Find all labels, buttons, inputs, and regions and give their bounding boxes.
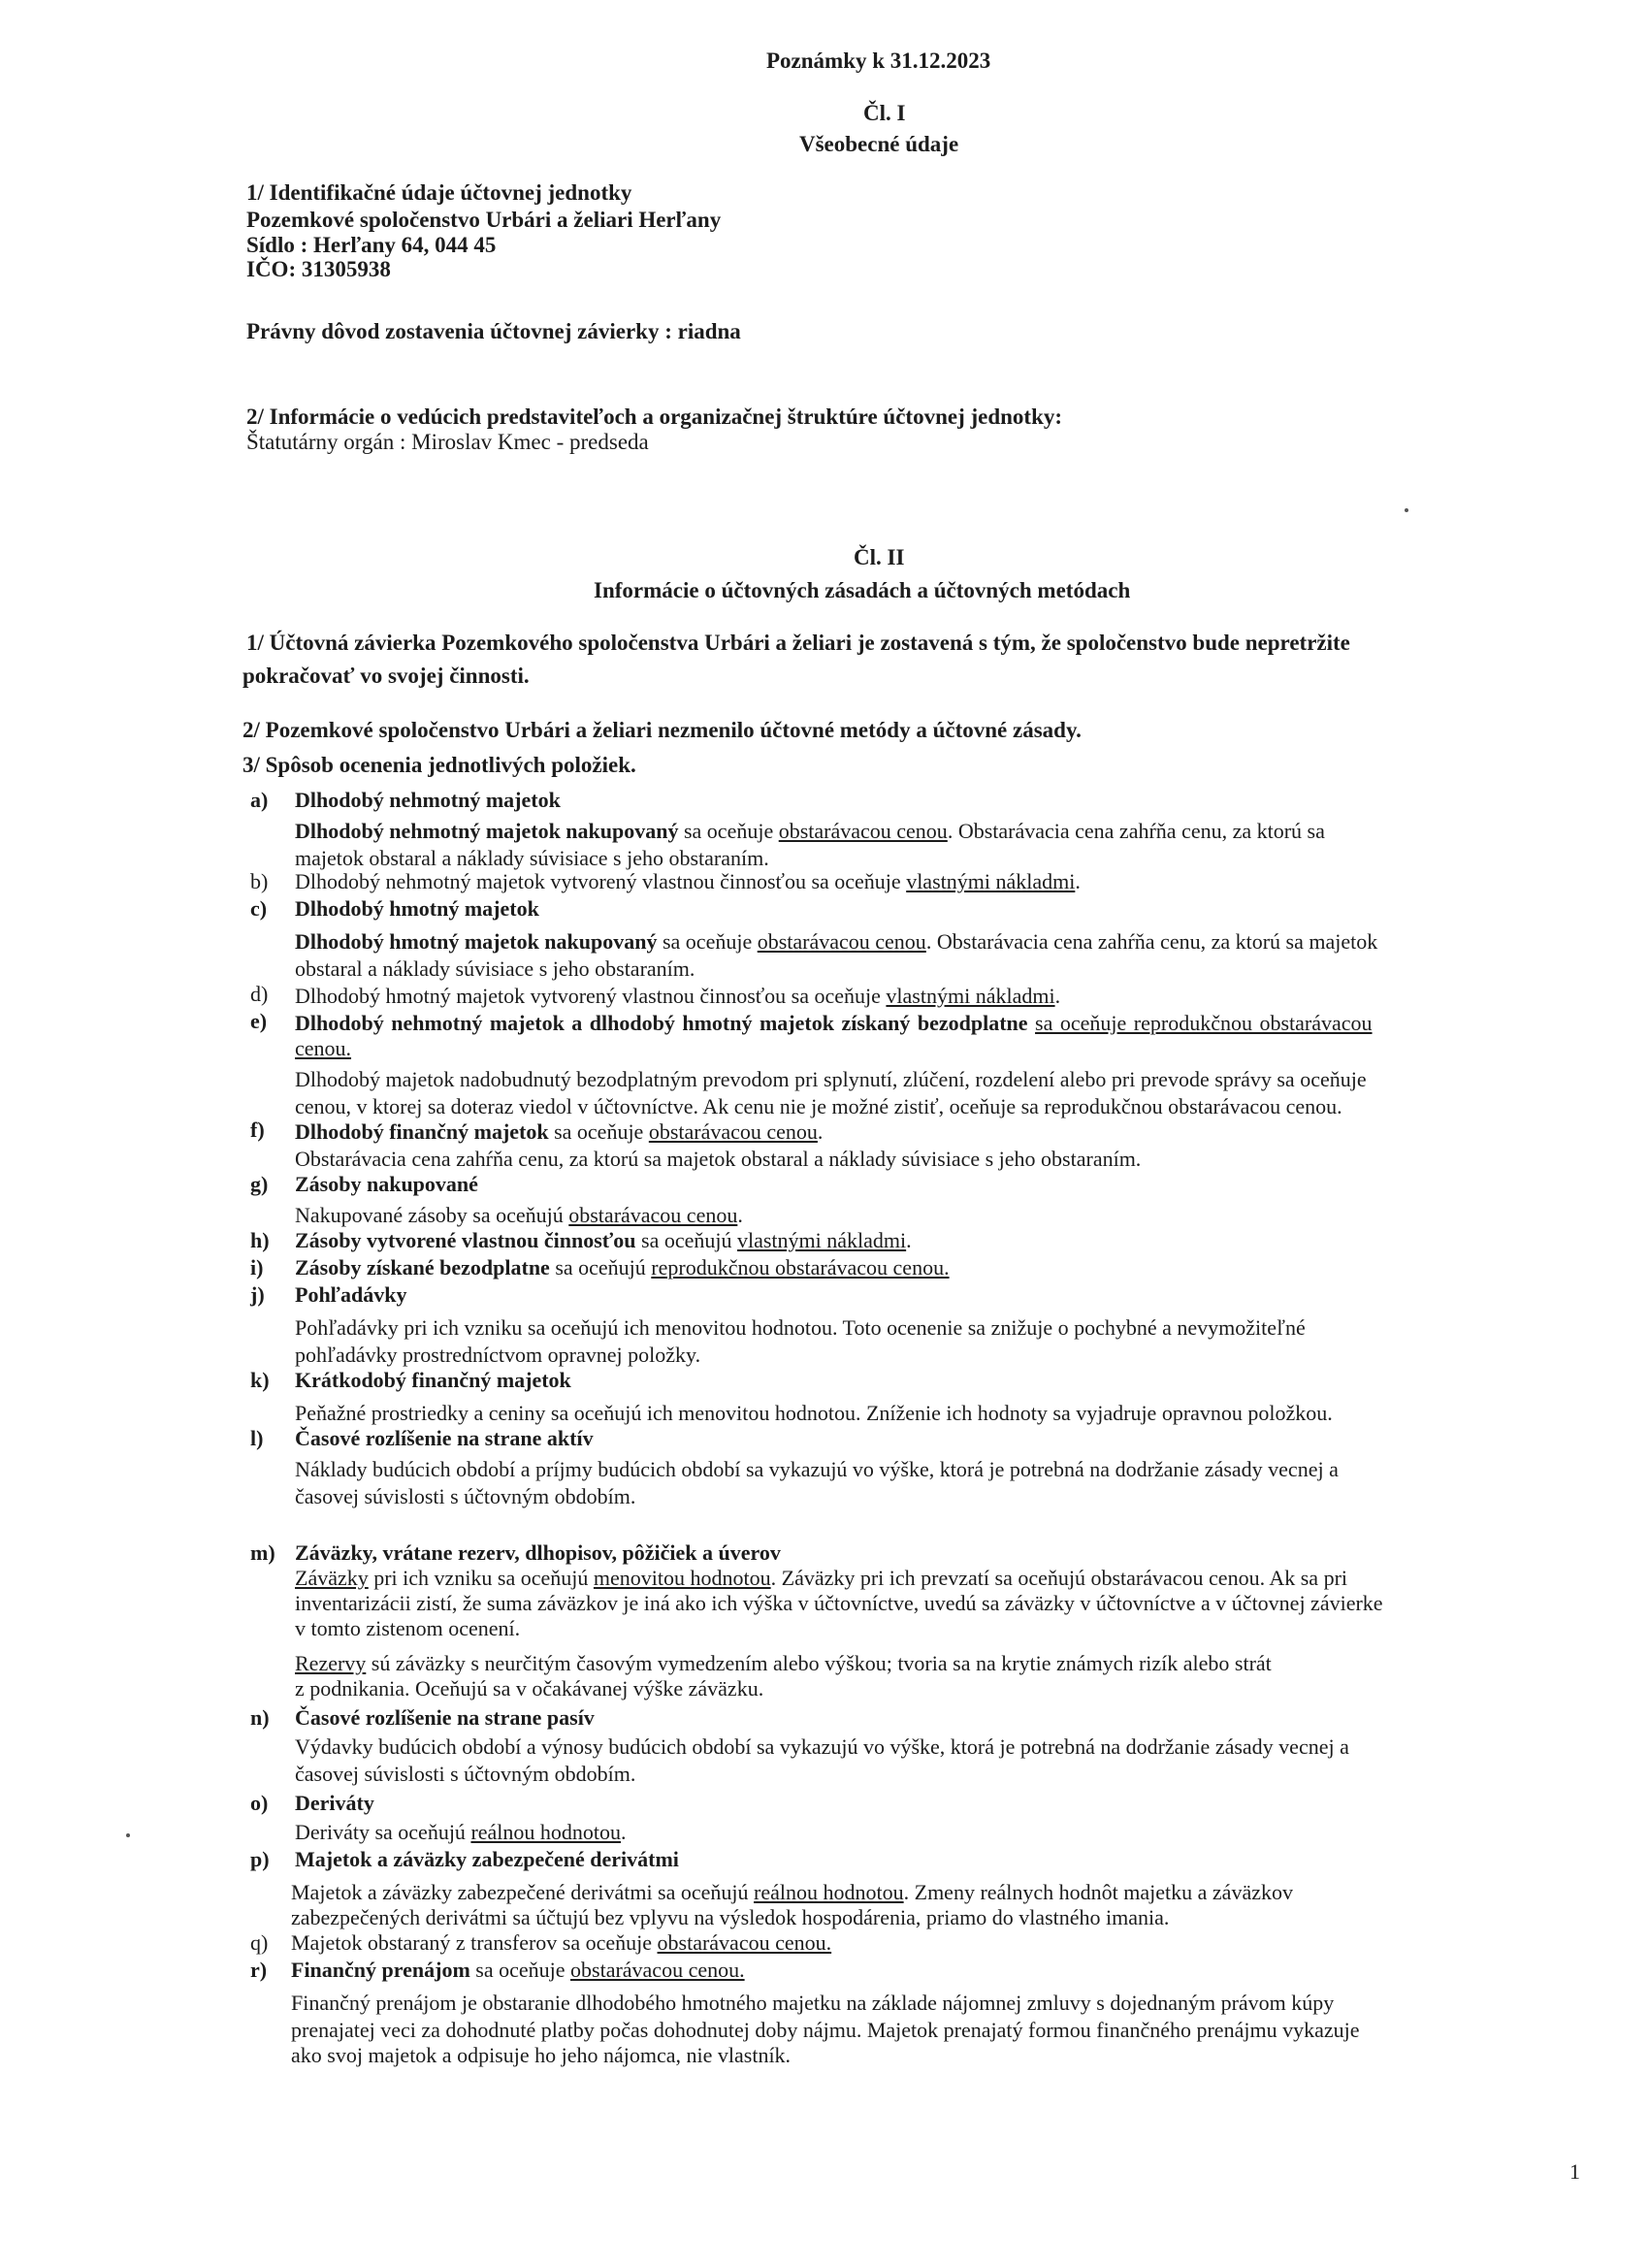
paragraph-1-line2: pokračovať vo svojej činnosti.: [242, 664, 530, 688]
item-r-text: sa oceňuje: [469, 1958, 571, 1982]
item-h-label: h): [250, 1228, 270, 1252]
item-a-label: a): [250, 788, 269, 812]
item-a-title: Dlhodobý nehmotný majetok: [295, 788, 561, 812]
item-o-label: o): [250, 1791, 269, 1815]
item-c-line1: [295, 929, 1377, 955]
item-i-underline: reprodukčnou obstarávacou cenou.: [651, 1255, 950, 1280]
item-e-bold: Dlhodobý nehmotný majetok a dlhodobý hmotný majetok získaný bezodplatne: [295, 1011, 1028, 1035]
item-r-underline: obstarávacou cenou.: [570, 1958, 745, 1982]
item-a-bold: Dlhodobý nehmotný majetok nakupovaný: [295, 819, 679, 843]
item-c-label: c): [250, 896, 268, 921]
item-r-line3: ako svoj majetok a odpisuje ho jeho nájomca, nie vlastník.: [291, 2043, 792, 2067]
item-o-title: Deriváty: [295, 1791, 374, 1815]
item-p-text2: . Zmeny reálnych hodnôt majetku a záväzkov: [903, 1880, 1293, 1904]
item-k-line1: Peňažné prostriedky a ceniny sa oceňujú ich menovitou hodnotou. Zníženie ich hodnoty sa vyjadruje opravnou položkou.: [295, 1401, 1333, 1425]
item-d-underline: vlastnými nákladmi: [886, 984, 1055, 1008]
item-l-line2: časovej súvislosti s účtovným obdobím.: [295, 1484, 636, 1508]
item-n-title: Časové rozlíšenie na strane pasív: [295, 1705, 595, 1730]
item-g-label: g): [250, 1172, 269, 1196]
item-f-underline: obstarávacou cenou: [648, 1119, 818, 1144]
item-c-line2: obstaral a náklady súvisiace s jeho obstaraním.: [295, 956, 695, 981]
item-j-line1: Pohľadávky pri ich vzniku sa oceňujú ich menovitou hodnotou. Toto ocenenie sa znižuje o pochybné a nevymožiteľné: [295, 1315, 1306, 1340]
item-n-line2: časovej súvislosti s účtovným obdobím.: [295, 1762, 636, 1786]
paragraph-2: 2/ Pozemkové spoločenstvo Urbári a želiari nezmenilo účtovné metódy a účtovné zásady.: [242, 718, 1082, 742]
item-b-underline: vlastnými nákladmi: [906, 869, 1076, 893]
item-b-text: Dlhodobý nehmotný majetok vytvorený vlastnou činnosťou sa oceňuje: [295, 869, 907, 893]
item-m-text3: sú záväzky s neurčitým časovým vymedzením alebo výškou; tvoria sa na krytie známych rizík alebo strát: [366, 1651, 1272, 1675]
item-n-line1: Výdavky budúcich období a výnosy budúcich období sa vykazujú vo výške, ktorá je potrebná na dodržanie zásady vecnej a: [295, 1734, 1349, 1759]
item-k-label: k): [250, 1368, 270, 1392]
item-r-line: [291, 1958, 745, 1983]
item-m-line3: v tomto zistenom ocenení.: [295, 1616, 521, 1640]
item-p-label: p): [250, 1847, 270, 1871]
entity-name: Pozemkové spoločenstvo Urbári a želiari Herľany: [246, 208, 722, 232]
section-1-heading: 1/ Identifikačné údaje účtovnej jednotky: [246, 180, 632, 205]
statutory-body: Štatutárny orgán : Miroslav Kmec - predseda: [246, 430, 649, 454]
item-e-para1: Dlhodobý majetok nadobudnutý bezodplatným prevodom pri splynutí, zlúčení, rozdelení alebo pri prevode správy sa oceňuje: [295, 1067, 1367, 1091]
item-a-text2: . Obstarávacia cena zahŕňa cenu, za ktorú sa: [947, 819, 1325, 843]
item-e-line1: [295, 1011, 1373, 1036]
item-p-underline: reálnou hodnotou: [754, 1880, 904, 1904]
item-h-underline: vlastnými nákladmi: [736, 1228, 907, 1252]
entity-seat: Sídlo : Herľany 64, 044 45: [246, 233, 497, 257]
item-m-text1: pri ich vzniku sa oceňujú: [368, 1566, 594, 1590]
item-d-label: d): [250, 982, 269, 1006]
article-2-title: Informácie o účtovných zásadách a účtovných metódach: [594, 578, 1131, 602]
item-g-title: Zásoby nakupované: [295, 1172, 478, 1196]
item-i-text: sa oceňujú: [549, 1255, 652, 1280]
item-j-label: j): [250, 1282, 265, 1307]
item-i-bold: Zásoby získané bezodplatne: [295, 1255, 550, 1280]
item-l-title: Časové rozlíšenie na strane aktív: [295, 1426, 594, 1450]
item-f-bold: Dlhodobý finančný majetok: [295, 1119, 549, 1144]
legal-reason: Právny dôvod zostavenia účtovnej závierky : riadna: [246, 319, 741, 343]
item-q-underline: obstarávacou cenou.: [657, 1930, 832, 1955]
item-h-line: Zásoby vytvorené vlastnou činnosťou sa oceňujú vlastnými nákladmi.: [295, 1228, 912, 1252]
item-i-label: i): [250, 1255, 264, 1280]
item-c-title: Dlhodobý hmotný majetok: [295, 896, 539, 921]
item-m-label: m): [250, 1540, 275, 1565]
item-a-line1: [295, 819, 1325, 844]
item-r-label: r): [250, 1958, 268, 1982]
item-g-underline: obstarávacou cenou: [568, 1203, 738, 1227]
article-1-number: Čl. I: [863, 101, 906, 125]
item-q-label: q): [250, 1930, 269, 1955]
item-m-line5: z podnikania. Oceňujú sa v očakávanej výške záväzku.: [295, 1676, 764, 1701]
item-m-line4: [295, 1651, 1272, 1676]
item-q-text: Majetok obstaraný z transferov sa oceňuje: [291, 1930, 658, 1955]
item-a-line2: majetok obstaral a náklady súvisiace s jeho obstaraním.: [295, 846, 769, 870]
item-d-text: Dlhodobý hmotný majetok vytvorený vlastnou činnosťou sa oceňuje: [295, 984, 887, 1008]
item-n-label: n): [250, 1705, 270, 1730]
item-a-text1: sa oceňuje: [678, 819, 779, 843]
item-c-text1: sa oceňuje: [657, 929, 758, 954]
item-g-text: Nakupované zásoby sa oceňujú: [295, 1203, 569, 1227]
section-2-heading: 2/ Informácie o vedúcich predstaviteľoch a organizačnej štruktúre účtovnej jednotky:: [246, 405, 1063, 429]
item-c-underline: obstarávacou cenou: [757, 929, 926, 954]
item-j-title: Pohľadávky: [295, 1282, 407, 1307]
item-e-line2: [295, 1036, 351, 1061]
item-j-line2: pohľadávky prostredníctvom opravnej položky.: [295, 1343, 701, 1367]
item-p-text1: Majetok a záväzky zabezpečené derivátmi sa oceňujú: [291, 1880, 755, 1904]
paragraph-3: 3/ Spôsob ocenenia jednotlivých položiek.: [242, 753, 636, 777]
item-r-bold: Finančný prenájom: [291, 1958, 470, 1982]
item-l-label: l): [250, 1426, 264, 1450]
item-f-line1: Dlhodobý finančný majetok sa oceňuje obstarávacou cenou.: [295, 1119, 824, 1144]
scan-speck: [1405, 508, 1408, 512]
item-h-bold: Zásoby vytvorené vlastnou činnosťou: [295, 1228, 636, 1252]
entity-ico: IČO: 31305938: [246, 257, 391, 281]
item-c-text2: . Obstarávacia cena zahŕňa cenu, za ktorú sa majetok: [925, 929, 1378, 954]
item-k-title: Krátkodobý finančný majetok: [295, 1368, 571, 1392]
item-p-line2: zabezpečených derivátmi sa účtujú bez vplyvu na výsledok hospodárenia, priamo do vlastného imania.: [291, 1905, 1170, 1929]
item-p-title: Majetok a záväzky zabezpečené derivátmi: [295, 1847, 679, 1871]
item-a-underline: obstarávacou cenou: [778, 819, 948, 843]
item-m-line1: [295, 1566, 1347, 1591]
item-p-line1: [291, 1880, 1293, 1905]
item-i-line: [295, 1255, 950, 1280]
item-e-underline2: cenou.: [295, 1036, 352, 1060]
page-number: 1: [1569, 2159, 1580, 2184]
item-f-text: sa oceňuje: [548, 1119, 649, 1144]
document-title: Poznámky k 31.12.2023: [766, 49, 991, 73]
item-m-underline3: Rezervy: [295, 1651, 367, 1675]
article-1-title: Všeobecné údaje: [799, 132, 959, 156]
item-e-label: e): [250, 1009, 268, 1033]
item-o-underline: reálnou hodnotou: [470, 1820, 622, 1844]
item-l-line1: Náklady budúcich období a príjmy budúcich období sa vykazujú vo výške, ktorá je potrebná na dodržanie zásady vecnej a: [295, 1457, 1339, 1481]
item-r-line1: Finančný prenájom je obstaranie dlhodobého hmotného majetku na základe nájomnej zmluvy s dojednaným právom kúpy: [291, 1991, 1335, 2015]
item-b-line: Dlhodobý nehmotný majetok vytvorený vlastnou činnosťou sa oceňuje vlastnými nákladmi.: [295, 869, 1081, 893]
item-f-line2: Obstarávacia cena zahŕňa cenu, za ktorú sa majetok obstaral a náklady súvisiace s jeho obstaraním.: [295, 1147, 1142, 1171]
item-r-line2: prenajatej veci za dohodnuté platby počas dohodnutej doby nájmu. Majetok prenajatý formou finančného prenájmu vykazuje: [291, 2018, 1360, 2042]
item-e-underline: sa oceňuje reprodukčnou obstarávacou: [1035, 1011, 1373, 1035]
item-m-line2: inventarizácii zistí, že suma záväzkov je iná ako ich výška v účtovníctve, uvedú sa záväzky v účtovníctve a v účtovnej závierke: [295, 1591, 1383, 1615]
item-q-line: [291, 1930, 831, 1956]
item-e-para2: cenou, v ktorej sa doteraz viedol v účtovníctve. Ak cenu nie je možné zistiť, oceňuje sa reprodukčnou obstarávacou cenou.: [295, 1094, 1342, 1118]
item-o-text: Deriváty sa oceňujú: [295, 1820, 471, 1844]
article-2-number: Čl. II: [854, 545, 905, 569]
item-d-line: Dlhodobý hmotný majetok vytvorený vlastnou činnosťou sa oceňuje vlastnými nákladmi.: [295, 984, 1061, 1008]
item-m-underline1: Záväzky: [295, 1566, 369, 1590]
item-b-label: b): [250, 869, 269, 893]
item-m-underline2: menovitou hodnotou: [593, 1566, 771, 1590]
item-m-text2: . Záväzky pri ich prevzatí sa oceňujú obstarávacou cenou. Ak sa pri: [770, 1566, 1348, 1590]
item-f-label: f): [250, 1118, 265, 1142]
item-o-line: Deriváty sa oceňujú reálnou hodnotou.: [295, 1820, 627, 1844]
scan-speck: [126, 1833, 130, 1837]
item-c-bold: Dlhodobý hmotný majetok nakupovaný: [295, 929, 658, 954]
paragraph-1-line1: 1/ Účtovná závierka Pozemkového spoločenstva Urbári a želiari je zostavená s tým, že spoločenstvo bude nepretržite: [246, 631, 1350, 655]
item-m-title: Záväzky, vrátane rezerv, dlhopisov, pôžičiek a úverov: [295, 1540, 781, 1565]
item-h-text: sa oceňujú: [635, 1228, 737, 1252]
item-g-line: Nakupované zásoby sa oceňujú obstarávacou cenou.: [295, 1203, 743, 1227]
